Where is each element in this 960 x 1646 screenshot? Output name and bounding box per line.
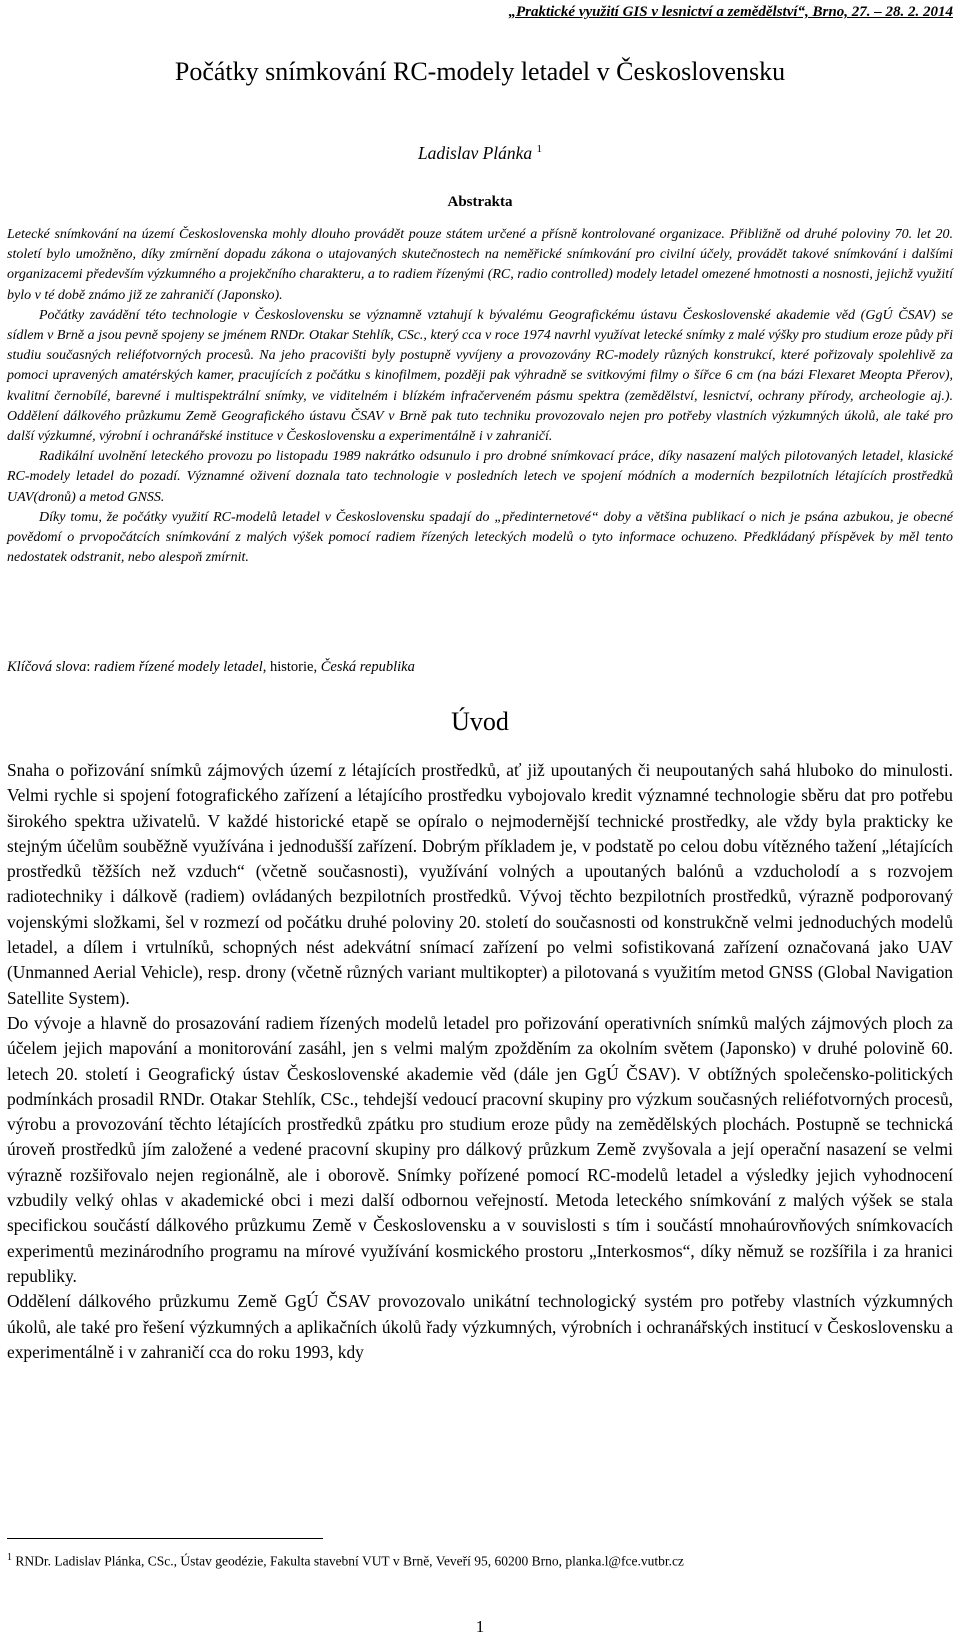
body-paragraph: Oddělení dálkového průzkumu Země GgÚ ČSAV provozovalo unikátní technologický systém pro potřeby vlastních výzkumných úkolů, ale také pro řešení výzkumných a aplikačních úkolů řady výzkumných, výrobních i ochranářských institucí v Československu a experimentálně i v zahraničí cca do roku 1993, kdy — [7, 1291, 953, 1362]
author-line — [0, 143, 960, 164]
footnote-mark: 1 — [7, 1552, 12, 1563]
page-number: 1 — [475, 1617, 485, 1636]
abstract-paragraph: Počátky zavádění této technologie v Československu se významně vztahují k bývalému Geografickému ústavu Československé akademie věd (GgÚ ČSAV) se sídlem v Brně a jsou pevně spojeny se jménem RNDr. Otakar Stehlík, CSc., který cca v roce 1974 navrhl využívat letecké snímky z malé výšky pro studium eroze půdy při studiu současných reliéfotvorných procesů. Na jeho pracovišti byly postupně vyvíjeny a provozovány RC-modely různých konstrukcí, které pořizovaly spolehlivě za pomoci upravených amatérských kamer, pracujících z počátku s kinofilmem, později pak výhradně se svitkovými filmy o šířce 6 cm (na bázi Flexaret Meopta Přerov), kvalitní černobílé, barevné i multispektrální snímky, ve viditelném i blízkém infračerveném pásmu spektra (zemědělství, lesnictví, ochrany přírody, archeologie aj.). Oddělení dálkového průzkumu Země Geografického ústavu ČSAV v Brně pak tuto techniku provozovalo nejen pro potřeby vlastních výzkumných úkolů, ale také pro další výzkumné, výrobní i ochranářské instituce v Československu a experimentálně i v zahraničí. — [7, 307, 953, 445]
keywords-line: Klíčová slova: radiem řízené modely letadel, historie, Česká republika — [7, 659, 415, 675]
abstract-paragraph: Letecké snímkování na území Československa mohly dlouho provádět pouze státem určené a přísně kontrolované organizace. Přibližně od druhé poloviny 70. let 20. století bylo umožněno, díky zmírnění dopadu zákona o utajovaných skutečnostech na neměřické snímkování pro civilní účely, provádět takové snímkování i dalšími organizacemi především výzkumného a projekčního charakteru, a to radiem řízenými (RC, radio controlled) modely letadel omezené hmotnosti a nosnosti, jejichž využití bylo v té době známo již ze zahraničí (Japonsko). — [7, 227, 953, 303]
keywords-last-term: Česká republika — [320, 659, 415, 675]
body-paragraph: Do vývoje a hlavně do prosazování radiem řízených modelů letadel pro pořizování operativních snímků malých zájmových ploch za účelem jejich mapování a monitorování zasáhl, jen s velmi malým zpožděním za okolním světem (Japonsko) v druhé polovině 60. letech 20. století i Geografický ústav Československé akademie věd (dále jen GgÚ ČSAV). V obtížných společensko-politických podmínkách prosadil RNDr. Otakar Stehlík, CSc., tehdejší vedoucí pracovní skupiny pro výzkum současných reliéfotvorných procesů, výrobu a provozování těchto létajících prostředků zpátku pro studium eroze půdy na zemědělských plochách. Postupně se technická úroveň prostředků jím založené a vedené pracovní skupiny pro dálkový průzkum Země zvyšovala a její operační nasazení se velmi výrazně rozšiřovalo nejen regionálně, ale i oborově. Snímky pořízené pomocí RC-modelů letadel a výsledky jejich vyhodnocení vzbudily velký ohlas v akademické obci i mezi další odbornou veřejností. Metoda leteckého snímkování z malých výšek se stala specifickou součástí dálkového průzkumu Země v Československu a v souvislosti s tím i součástí mnohaúrovňových snímkovacích experimentů mezinárodního programu na mírové využívání kosmického prostoru „Interkosmos“, díky němuž se rozšířila i za hranici republiky. — [7, 1012, 953, 1286]
body-paragraph: Snaha o pořizování snímků zájmových území z létajících prostředků, ať již upoutaných či neupoutaných sahá hluboko do minulosti. Velmi rychle si spojení fotografického zařízení a létajícího prostředku vybojovalo kredit významné technologie sběru dat pro potřebu širokého spektra uživatelů. V každé historické etapě se opíralo o nejmodernější technické prostředky, ale vždy byla prakticky ke stejným účelům souběžně využívána i jednodušší zařízení. Dobrým příkladem je, v podstatě po celou dobu vítězného tažení „létajících prostředků těžších než vzduch“ (včetně současnosti), využívání volných a upoutaných balónů a vzducholodí a s rozvojem radiotechniky i dálkově (radiem) ovládaných bezpilotních prostředků. Vývoj těchto bezpilotních prostředků, výrazně podporovaný vojenskými složkami, šel v rozmezí od počátku druhé poloviny 20. století do současnosti od konstrukčně velmi jednoduchých modelů letadel, a dílem i vrtulníků, schopných nést adekvátní snímací zařízení po velmi sofistikovaná zařízení označovaná jako UAV (Unmanned Aerial Vehicle), resp. drony (včetně různých variant multikopter) a pilotovaná s využitím metod GNSS (Global Navigation Satellite System). — [7, 760, 953, 1008]
footnote — [7, 1552, 684, 1570]
author-footnote-mark: 1 — [536, 143, 543, 156]
footnote-text: RNDr. Ladislav Plánka, CSc., Ústav geodézie, Fakulta stavební VUT v Brně, Veveří 95, 60200 Brno, planka.l@fce.vutbr.cz — [12, 1553, 684, 1569]
author-name: Ladislav Plánka — [417, 143, 533, 163]
abstract-heading: Abstrakta — [447, 194, 513, 210]
paper-title: Počátky snímkování RC-modely letadel v Československu — [174, 57, 786, 86]
footnote-rule — [7, 1538, 323, 1539]
abstract-body — [7, 225, 953, 568]
abstract-paragraph: Díky tomu, že počátky využití RC-modelů letadel v Československu spadají do „předinternetové“ doby a většina publikací o nich je psána azbukou, je obecné povědomí o prvopočátcích snímkování z malých výšek pomocí radiem řízených leteckých modelů o tyto informace ochuzeno. Předkládaný příspěvek by měl tento nedostatek odstranit, nebo alespoň zmírnit. — [7, 509, 953, 566]
abstract-paragraph: Radikální uvolnění leteckého provozu po listopadu 1989 nakrátko odsunulo i pro drobné snímkovací práce, díky nasazení malých pilotovaných letadel, klasické RC-modely letadel do pozadí. Významné oživení doznala tato technologie v posledních letech ve spojení módních a moderních bezpilotních létajících prostředků UAV(dronů) a metod GNSS. — [7, 449, 953, 505]
section-heading: Úvod — [451, 707, 509, 736]
section-body — [7, 758, 953, 1365]
keywords-italic-terms: radiem řízené modely letadel — [94, 659, 263, 675]
keywords-plain-terms: , historie, — [262, 659, 321, 675]
running-header: „Praktické využití GIS v lesnictví a zemědělství“, Brno, 27. – 28. 2. 2014 — [508, 4, 953, 20]
keywords-label: Klíčová slova — [7, 659, 87, 675]
